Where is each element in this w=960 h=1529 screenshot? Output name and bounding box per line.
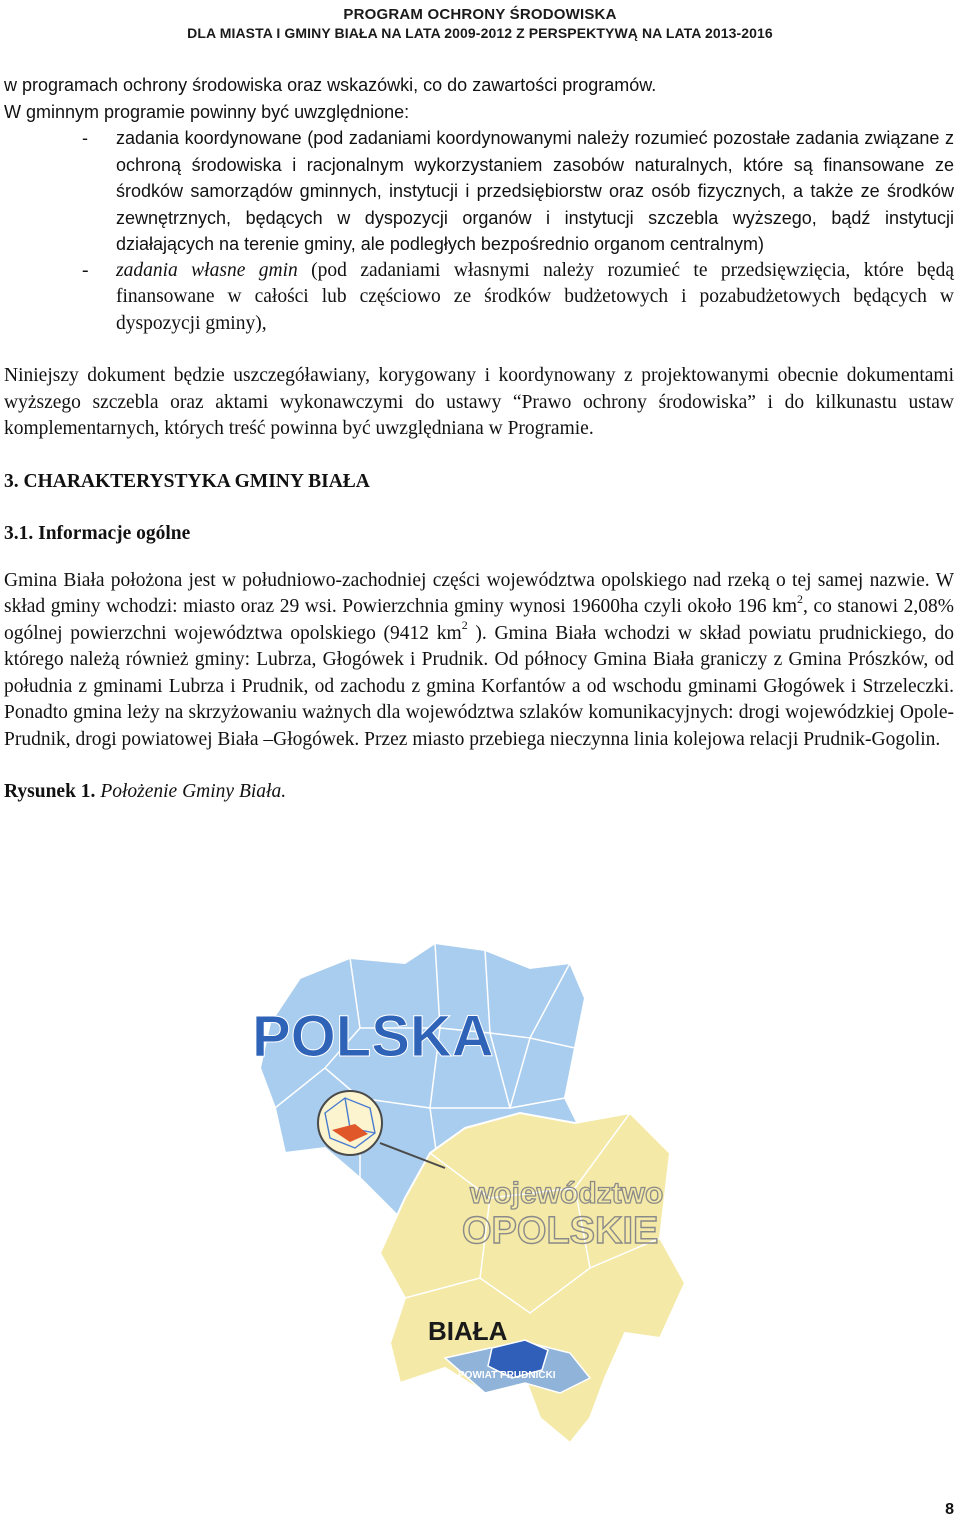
paragraph-general-info: Gmina Biała położona jest w południowo-zachodniej części województwa opolskiego nad rzeką o tej samej nazwie. W skład gminy wchodzi: miasto oraz 29 wsi. Powierzchnia gminy wynosi 19600ha czyli około 196 $km^2$, co stanowi 2,08% ogólnej powierzchni województwa opolskiego (9412 $km^2$ ). Gmina Biała wchodzi w skład powiatu prudnickiego, do którego należą również gminy: Lubrza, Głogówek i Prudnik. Od północy Gmina Biała graniczy z Gmina Prószków, od południa z gminami Lubrza i Prudnik, od zachodu z gmina Korfantów a od wschodu gminami Głogówek i Strzeleczki. Ponadto gmina leży na skrzyżowaniu ważnych dla województwa szlaków komunikacyjnych: drogi wojewódzkiej Opole-Prudnik, drogi powiatowej Biała –Głogówek. Przez miasto przebiega nieczynna linia kolejowa relacji Prudnik-Gogolin. bbox=[4, 569, 955, 750]
superscript: 2 bbox=[461, 618, 468, 632]
bullet-mark: - bbox=[82, 259, 89, 281]
subsection-heading: 3.1. Informacje ogólne bbox=[4, 523, 191, 544]
paragraph-document-scope: Niniejszy dokument będzie uszczegóławiany, korygowany i koordynowany z projektowanymi obecnie dokumentami wyższego szczebla oraz aktami wykonawczymi do ustawy “Prawo ochrony środowiska” i do kilkunastu ustaw komplementarnych, których treść powinna być uwzględniana w Programie. bbox=[4, 365, 954, 439]
map-label-powiat: POWIAT PRUDNICKI bbox=[458, 1370, 556, 1381]
bullet-mark: - bbox=[82, 128, 88, 148]
bullet-text: zadania koordynowane (pod zadaniami koordynowanymi należy rozumieć pozostałe zadania związane z ochroną środowiska i racjonalnym wykorzystaniem zasobów naturalnych, które są finansowane ze środków samorządów gminnych, instytucji i przedsiębiorstw oraz osób fizycznych, a także ze środków zewnętrznych, będących w dyspozycji organów i instytucji szczebla wyższego, bądź instytucji działających na terenie gminy, ale podległych bezpośrednio organom centralnym) bbox=[116, 128, 954, 254]
location-map bbox=[230, 938, 690, 1508]
page-number: 8 bbox=[945, 1501, 954, 1518]
bullet-italic-term: zadania własne gmin bbox=[116, 259, 298, 281]
bullet-item-coordinated bbox=[4, 125, 954, 258]
map-label-country: POLSKA bbox=[252, 1004, 494, 1069]
header-program-subtitle: DLA MIASTA I GMINY BIAŁA NA LATA 2009-2012 Z PERSPEKTYWĄ NA LATA 2013-2016 bbox=[187, 25, 773, 41]
document-header bbox=[0, 0, 960, 42]
figure-label: Rysunek 1. bbox=[4, 781, 96, 802]
figure-title: Położenie Gminy Biała. bbox=[95, 781, 287, 802]
section-heading: 3. CHARAKTERYSTYKA GMINY BIAŁA bbox=[4, 470, 370, 492]
superscript: 2 bbox=[797, 591, 804, 606]
bullet-item-own-tasks bbox=[4, 258, 954, 338]
intro-line-2: W gminnym programie powinny być uwzględnione: bbox=[4, 101, 410, 122]
location-map-figure bbox=[230, 938, 690, 1508]
bullet-text: (pod zadaniami własnymi należy rozumieć te przedsięwzięcia, które będą finansowane w całości lub częściowo ze środków budżetowych i pozabudżetowych będących w dyspozycji gminy), bbox=[116, 259, 954, 334]
map-label-gmina: BIAŁA bbox=[428, 1316, 508, 1346]
map-label-voivodeship-line1: województwo bbox=[470, 1177, 664, 1210]
map-label-voivodeship-line2: OPOLSKIE bbox=[462, 1210, 659, 1252]
header-program-title: PROGRAM OCHRONY ŚRODOWISKA bbox=[343, 6, 617, 23]
opolskie-shape bbox=[380, 1113, 685, 1443]
figure-caption bbox=[4, 779, 954, 806]
intro-line-1: w programach ochrony środowiska oraz wskazówki, co do zawartości programów. bbox=[4, 75, 657, 95]
document-body bbox=[4, 72, 954, 806]
